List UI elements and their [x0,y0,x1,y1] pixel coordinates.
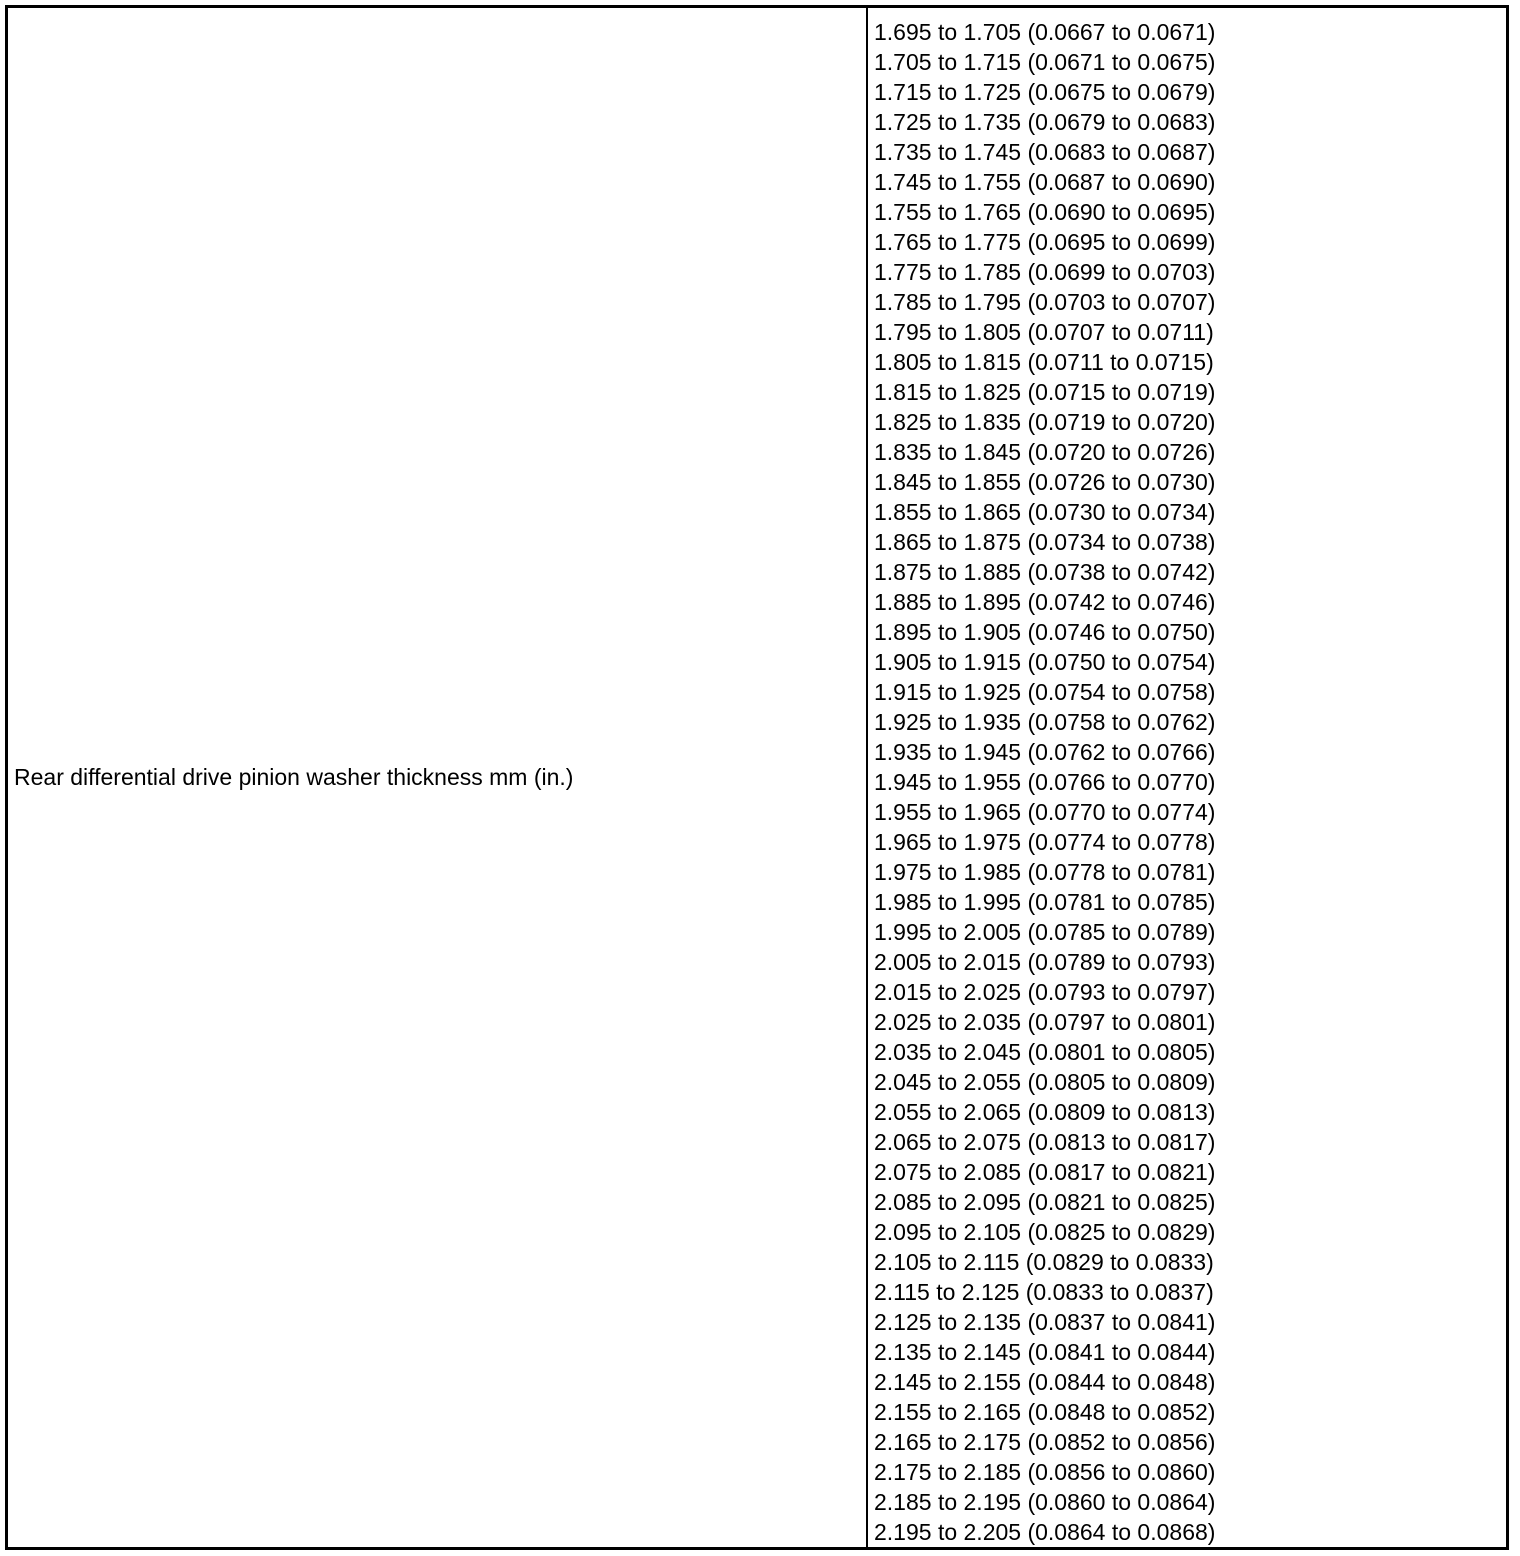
washer-thickness-value: 2.155 to 2.165 (0.0848 to 0.0852) [874,1399,1216,1425]
washer-thickness-value: 1.925 to 1.935 (0.0758 to 0.0762) [874,709,1216,735]
washer-thickness-value: 2.115 to 2.125 (0.0833 to 0.0837) [874,1279,1214,1305]
washer-thickness-value: 1.875 to 1.885 (0.0738 to 0.0742) [874,559,1216,585]
washer-thickness-value: 1.815 to 1.825 (0.0715 to 0.0719) [874,379,1216,405]
spec-label: Rear differential drive pinion washer thickness mm (in.) [14,763,574,790]
washer-thickness-value: 2.015 to 2.025 (0.0793 to 0.0797) [874,979,1216,1005]
washer-thickness-value: 2.145 to 2.155 (0.0844 to 0.0848) [874,1369,1216,1395]
washer-thickness-value: 1.775 to 1.785 (0.0699 to 0.0703) [874,259,1216,285]
washer-thickness-value: 1.755 to 1.765 (0.0690 to 0.0695) [874,199,1216,225]
washer-thickness-value: 1.905 to 1.915 (0.0750 to 0.0754) [874,649,1216,675]
washer-thickness-value: 1.705 to 1.715 (0.0671 to 0.0675) [874,49,1216,75]
washer-thickness-value: 1.825 to 1.835 (0.0719 to 0.0720) [874,409,1216,435]
washer-thickness-value: 2.135 to 2.145 (0.0841 to 0.0844) [874,1339,1216,1365]
washer-thickness-value: 1.885 to 1.895 (0.0742 to 0.0746) [874,589,1216,615]
washer-thickness-value: 1.965 to 1.975 (0.0774 to 0.0778) [874,829,1216,855]
washer-thickness-value: 1.985 to 1.995 (0.0781 to 0.0785) [874,889,1216,915]
washer-thickness-value: 1.895 to 1.905 (0.0746 to 0.0750) [874,619,1216,645]
washer-thickness-value: 1.845 to 1.855 (0.0726 to 0.0730) [874,469,1216,495]
washer-thickness-value: 2.075 to 2.085 (0.0817 to 0.0821) [874,1159,1216,1185]
washer-thickness-value: 1.795 to 1.805 (0.0707 to 0.0711) [874,319,1214,345]
washer-thickness-value: 1.695 to 1.705 (0.0667 to 0.0671) [874,19,1216,45]
washer-thickness-value: 1.975 to 1.985 (0.0778 to 0.0781) [874,859,1216,885]
washer-thickness-value: 2.105 to 2.115 (0.0829 to 0.0833) [874,1249,1214,1275]
washer-thickness-value: 2.045 to 2.055 (0.0805 to 0.0809) [874,1069,1216,1095]
washer-thickness-value: 1.785 to 1.795 (0.0703 to 0.0707) [874,289,1216,315]
washer-thickness-value: 1.715 to 1.725 (0.0675 to 0.0679) [874,79,1216,105]
washer-thickness-value: 1.735 to 1.745 (0.0683 to 0.0687) [874,139,1216,165]
label-cell [8,8,868,1547]
washer-thickness-value: 1.935 to 1.945 (0.0762 to 0.0766) [874,739,1216,765]
washer-thickness-value: 1.835 to 1.845 (0.0720 to 0.0726) [874,439,1216,465]
washer-thickness-value: 1.805 to 1.815 (0.0711 to 0.0715) [874,349,1214,375]
washer-thickness-value: 2.095 to 2.105 (0.0825 to 0.0829) [874,1219,1216,1245]
spec-table [5,5,1509,1550]
washer-thickness-value: 2.195 to 2.205 (0.0864 to 0.0868) [874,1519,1216,1545]
washer-thickness-value: 2.165 to 2.175 (0.0852 to 0.0856) [874,1429,1216,1455]
washer-thickness-value: 2.025 to 2.035 (0.0797 to 0.0801) [874,1009,1216,1035]
washer-thickness-value: 2.035 to 2.045 (0.0801 to 0.0805) [874,1039,1216,1065]
washer-thickness-value: 2.005 to 2.015 (0.0789 to 0.0793) [874,949,1216,975]
washer-thickness-value: 2.175 to 2.185 (0.0856 to 0.0860) [874,1459,1216,1485]
washer-thickness-value: 1.995 to 2.005 (0.0785 to 0.0789) [874,919,1216,945]
washer-thickness-value: 1.855 to 1.865 (0.0730 to 0.0734) [874,499,1216,525]
washer-thickness-value: 2.125 to 2.135 (0.0837 to 0.0841) [874,1309,1216,1335]
washer-thickness-value: 1.915 to 1.925 (0.0754 to 0.0758) [874,679,1216,705]
washer-thickness-value: 1.945 to 1.955 (0.0766 to 0.0770) [874,769,1216,795]
washer-thickness-value: 1.725 to 1.735 (0.0679 to 0.0683) [874,109,1216,135]
washer-thickness-value: 2.085 to 2.095 (0.0821 to 0.0825) [874,1189,1216,1215]
washer-thickness-value: 1.745 to 1.755 (0.0687 to 0.0690) [874,169,1216,195]
washer-thickness-value: 2.055 to 2.065 (0.0809 to 0.0813) [874,1099,1216,1125]
values-cell [868,8,1506,1547]
washer-thickness-value: 2.065 to 2.075 (0.0813 to 0.0817) [874,1129,1216,1155]
washer-thickness-value: 1.765 to 1.775 (0.0695 to 0.0699) [874,229,1216,255]
washer-thickness-value: 1.865 to 1.875 (0.0734 to 0.0738) [874,529,1216,555]
washer-thickness-value: 2.185 to 2.195 (0.0860 to 0.0864) [874,1489,1216,1515]
washer-thickness-value: 1.955 to 1.965 (0.0770 to 0.0774) [874,799,1216,825]
